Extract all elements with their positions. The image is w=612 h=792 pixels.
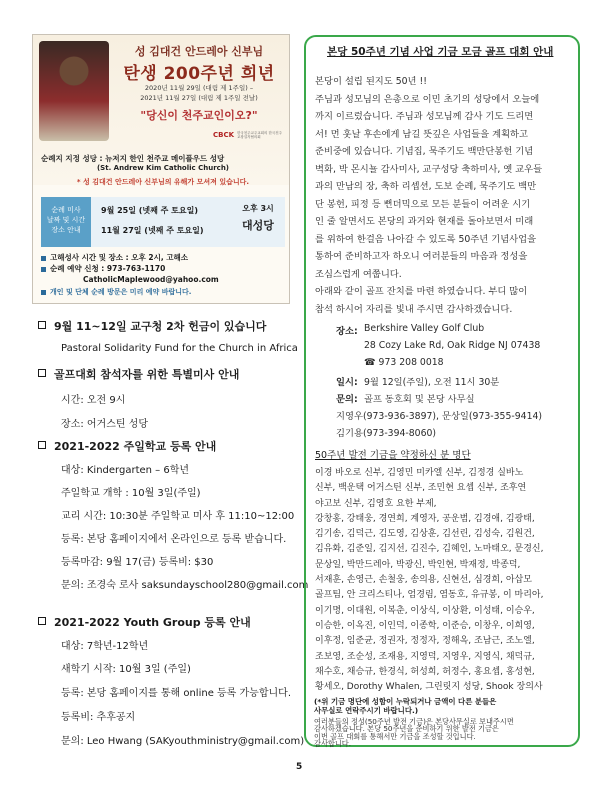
jubilee-poster [32, 34, 290, 304]
checkbox-bullet-icon [38, 441, 46, 449]
sunday-school-deadline: 등록마감: 9월 17(금) 등록비: $30 [61, 557, 214, 568]
intro-line: 단 봉헌, 피정 등 뻔더믹으로 모든 분들이 어려운 시기 [315, 198, 531, 210]
donor-line: 신부, 백운택 어거스틴 신부, 조민현 요셉 신부, 조후연 [315, 483, 527, 494]
bullet-icon [41, 267, 46, 272]
fundraiser-intro [315, 73, 542, 318]
golf-mass-time: 시간: 오전 9시 [61, 395, 126, 406]
youth-group-start: 새학기 시작: 10월 3일 (주일) [61, 664, 191, 675]
schedule-label-line: 순례 미사 [51, 206, 81, 214]
contact-people: 김기용(973-394-8060) [336, 428, 437, 439]
donor-line: 김유화, 김준일, 김지선, 김진수, 김혜인, 노마태오, 문경신, [315, 544, 544, 555]
checkbox-bullet-icon [38, 617, 46, 625]
donor-line: 야고보 신부, 김영호 요한 부제, [315, 498, 437, 509]
saint-portrait-image [39, 41, 109, 141]
checkbox-bullet-icon [38, 321, 46, 329]
pilgrimage-site: 순례지 지정 성당 : 뉴저지 한인 천주교 메이플우드 성당 [41, 154, 225, 163]
donor-line: 이경 바오로 신부, 김영민 미카엘 신부, 김정경 실바노 [315, 468, 524, 478]
sunday-school-target: 대상: Kindergarten – 6학년 [61, 465, 190, 476]
intro-line: 통하여 준비하고자 하오니 여러분들의 마음과 정성을 [315, 251, 528, 262]
donor-correction-note [314, 697, 576, 715]
intro-line: 까지 이르렀습니다. 주님과 성모님께 감사 기도 드리면 [315, 111, 534, 122]
section-second-collection-title: 9월 11~12일 교구청 2차 헌금이 있습니다 [38, 318, 266, 334]
reservation-email: CatholicMaplewood@yahoo.com [83, 275, 219, 284]
intro-line: 벽화, 박 몬시뇰 감사미사, 교구성당 축하미사, 옛 교우들 [315, 163, 543, 175]
note-line: (*위 기금 명단에 성함이 누락되거나 금액이 다른 분들은 [314, 697, 497, 706]
intro-line: 주님과 성모님의 은총으로 이민 초기의 성당에서 오늘에 [315, 93, 540, 105]
section-sunday-school-title: 2021-2022 주일학교 등록 안내 [38, 438, 216, 454]
poster-title-line2: 탄생 200주년 희년 [123, 64, 275, 84]
section-youth-group-title: 2021-2022 Youth Group 등록 안내 [38, 614, 251, 630]
donor-line: 채수호, 채승규, 한경식, 허성희, 허정수, 홍요셉, 홍성현, [315, 666, 535, 677]
intro-line: 참석 하시어 자리를 빛내 주시면 감사하겠습니다. [315, 303, 513, 315]
intro-line: 준비중에 있습니다. 기념집, 묵주기도 백만단봉헌 기념 [315, 146, 534, 157]
golf-fundraiser-title: 본당 50주년 기념 사업 기금 모금 골프 대회 안내 [327, 46, 554, 58]
bullet-icon [41, 290, 46, 295]
donors-title: 50주년 발전 기금을 약정하신 분 명단 [315, 450, 471, 461]
reservation-info [41, 263, 165, 274]
place-address: 28 Cozy Lake Rd, Oak Ridge NJ 07438 [364, 340, 541, 351]
group-note [41, 287, 191, 297]
date-value: 9월 12일(주일), 오전 11시 30분 [364, 377, 500, 388]
schedule-date-1: 9월 25일 (넷째 주 토요일) [101, 206, 198, 215]
intro-line: 아래와 같이 골프 잔치를 마련 하였습니다. 부디 많이 [315, 286, 528, 297]
donor-line: 조보영, 조순성, 조재용, 지영덕, 지영우, 지영식, 채덕규, [315, 651, 535, 662]
poster-quote: "당신이 천주교인이오?" [140, 109, 258, 122]
cbck-logo: CBCK [213, 131, 235, 139]
poster-date-line2: 2021년 11월 27일 (대림 제 1주일 전날) [140, 94, 258, 102]
place-name: Berkshire Valley Golf Club [364, 323, 485, 334]
closing-text [314, 718, 576, 748]
schedule-time: 오후 3시 [242, 204, 274, 213]
checkbox-bullet-icon [38, 369, 46, 377]
schedule-place: 대성당 [242, 219, 274, 232]
sunday-school-register: 등록: 본당 홈페이지에서 온라인으로 등록 받습니다. [61, 534, 287, 545]
sunday-school-class-time: 교리 시간: 10:30분 주일학교 미사 후 11:10~12:00 [61, 511, 295, 522]
intro-line: 과의 만남의 장, 축하 리셉션, 도보 순례, 묵주기도 백만 [315, 181, 537, 192]
poster-title-line1: 성 김대건 안드레아 신부님 [134, 45, 264, 58]
youth-group-target: 대상: 7학년-12학년 [61, 641, 149, 652]
donor-line: 이기명, 이대원, 이복춘, 이상식, 이상환, 이성태, 이승우, [315, 605, 535, 616]
group-note-text: 개인 및 단체 순례 방문은 미리 예약 바랍니다. [50, 288, 192, 296]
closing-line: 감사합니다. [314, 739, 352, 749]
contact-people: 지영우(973-936-3897), 문상일(973-355-9414) [336, 411, 543, 422]
donor-line: 이후정, 임준균, 정권자, 정정자, 정해옥, 조남근, 조노엘, [315, 636, 535, 647]
youth-group-contact: 문의: Leo Hwang (SAKyouthministry@gmail.com) [61, 736, 305, 747]
schedule-label-line: 날짜 및 시간 [46, 216, 86, 224]
date-label: 일시: [336, 377, 358, 388]
contact-value: 골프 동호회 및 본당 사무실 [364, 394, 475, 405]
sunday-school-start: 주일학교 개학 : 10월 3일(주일) [61, 488, 201, 499]
church-english-name: (St. Andrew Kim Catholic Church) [96, 164, 230, 172]
donor-line: 문상일, 박만드레아, 박광신, 박인현, 박재정, 박종덕, [315, 559, 521, 570]
donor-line: 강창홍, 강태웅, 경연희, 계영자, 공운범, 김경애, 김광태, [315, 513, 535, 524]
contact-label: 문의: [336, 394, 358, 405]
confession-text: 고해성사 시간 및 장소 : 오후 2시, 고해소 [50, 253, 189, 262]
schedule-label [41, 197, 91, 247]
closing-line: 이번 골프 대회를 통해서만 기금을 조성할 것입니다. [314, 731, 476, 741]
poster-date-line1: 2020년 11월 29일 (대림 제 1주일) – [144, 84, 254, 92]
youth-group-register: 등록: 본당 홈페이지를 통해 online 등록 가능합니다. [61, 688, 292, 699]
intro-line: 를 위하여 한걸음 나아갈 수 있도록 50주년 기념사업을 [315, 233, 537, 245]
donor-line: 이승한, 이옥진, 이인덕, 이종학, 이준승, 이창우, 이희영, [315, 620, 535, 631]
schedule-label-line: 장소 안내 [51, 226, 81, 234]
closing-line: 감사하겠습니다. 본당 50주년을 준비하기 위한 발전 기금은 [314, 724, 499, 734]
confession-info [41, 252, 188, 263]
sunday-school-contact: 문의: 조경숙 로사 saksundayschool280@gmail.com [61, 580, 309, 591]
place-phone: ☎ 973 208 0018 [364, 357, 444, 368]
donor-line: 황세오, Dorothy Whalen, 그린릿지 성당, Shook 장의사 [315, 682, 543, 693]
donors-list [315, 466, 543, 695]
pilgrimage-schedule [41, 197, 285, 247]
relic-note: * 성 김대건 안드레아 신부님의 유해가 모셔져 있습니다. [76, 178, 250, 186]
cbck-caption: 한국천주교주교회의 한국천주교창설자협의회 [237, 131, 283, 139]
donor-line: 골프팀, 안 크리스티나, 엄경림, 염동호, 유규봉, 이 마리아, [315, 590, 544, 601]
intro-line: 서! 먼 훗날 후손에게 남길 뜻깊은 사업들을 계획하고 [315, 128, 529, 140]
youth-group-fee: 등록비: 추후공지 [61, 712, 136, 723]
intro-line: 인 줄 알면서도 본당의 과거와 현재를 돌아보면서 미래 [315, 216, 534, 227]
intro-line: 조심스럽게 여쭙니다. [315, 268, 402, 280]
reservation-text: 순례 예약 신청 : 973-763-1170 [50, 264, 166, 273]
note-line: 사무실로 연락주시기 바랍니다.) [314, 706, 419, 715]
schedule-date-2: 11월 27일 (넷째 주 토요일) [101, 226, 204, 235]
donor-line: 서재훈, 손영근, 손철웅, 송의용, 신현선, 심경희, 아삽모 [315, 575, 532, 586]
donor-line: 김기송, 김덕근, 김도영, 김상훈, 김선린, 김성숙, 김원건, [315, 529, 535, 540]
golf-mass-place: 장소: 어거스틴 성당 [61, 419, 149, 430]
section-golf-mass-title: 골프대회 참석자를 위한 특별미사 안내 [38, 366, 239, 382]
place-label: 장소: [336, 326, 358, 337]
second-collection-desc: Pastoral Solidarity Fund for the Church in Africa [61, 343, 298, 354]
page-number: 5 [296, 762, 303, 772]
bullet-icon [41, 256, 46, 261]
intro-line: 본당이 설립 된지도 50년 !! [315, 76, 427, 87]
closing-line: 여러분들의 정성(50주년 발전 기금)은 본당사무실로 보내주시면 [314, 717, 514, 726]
